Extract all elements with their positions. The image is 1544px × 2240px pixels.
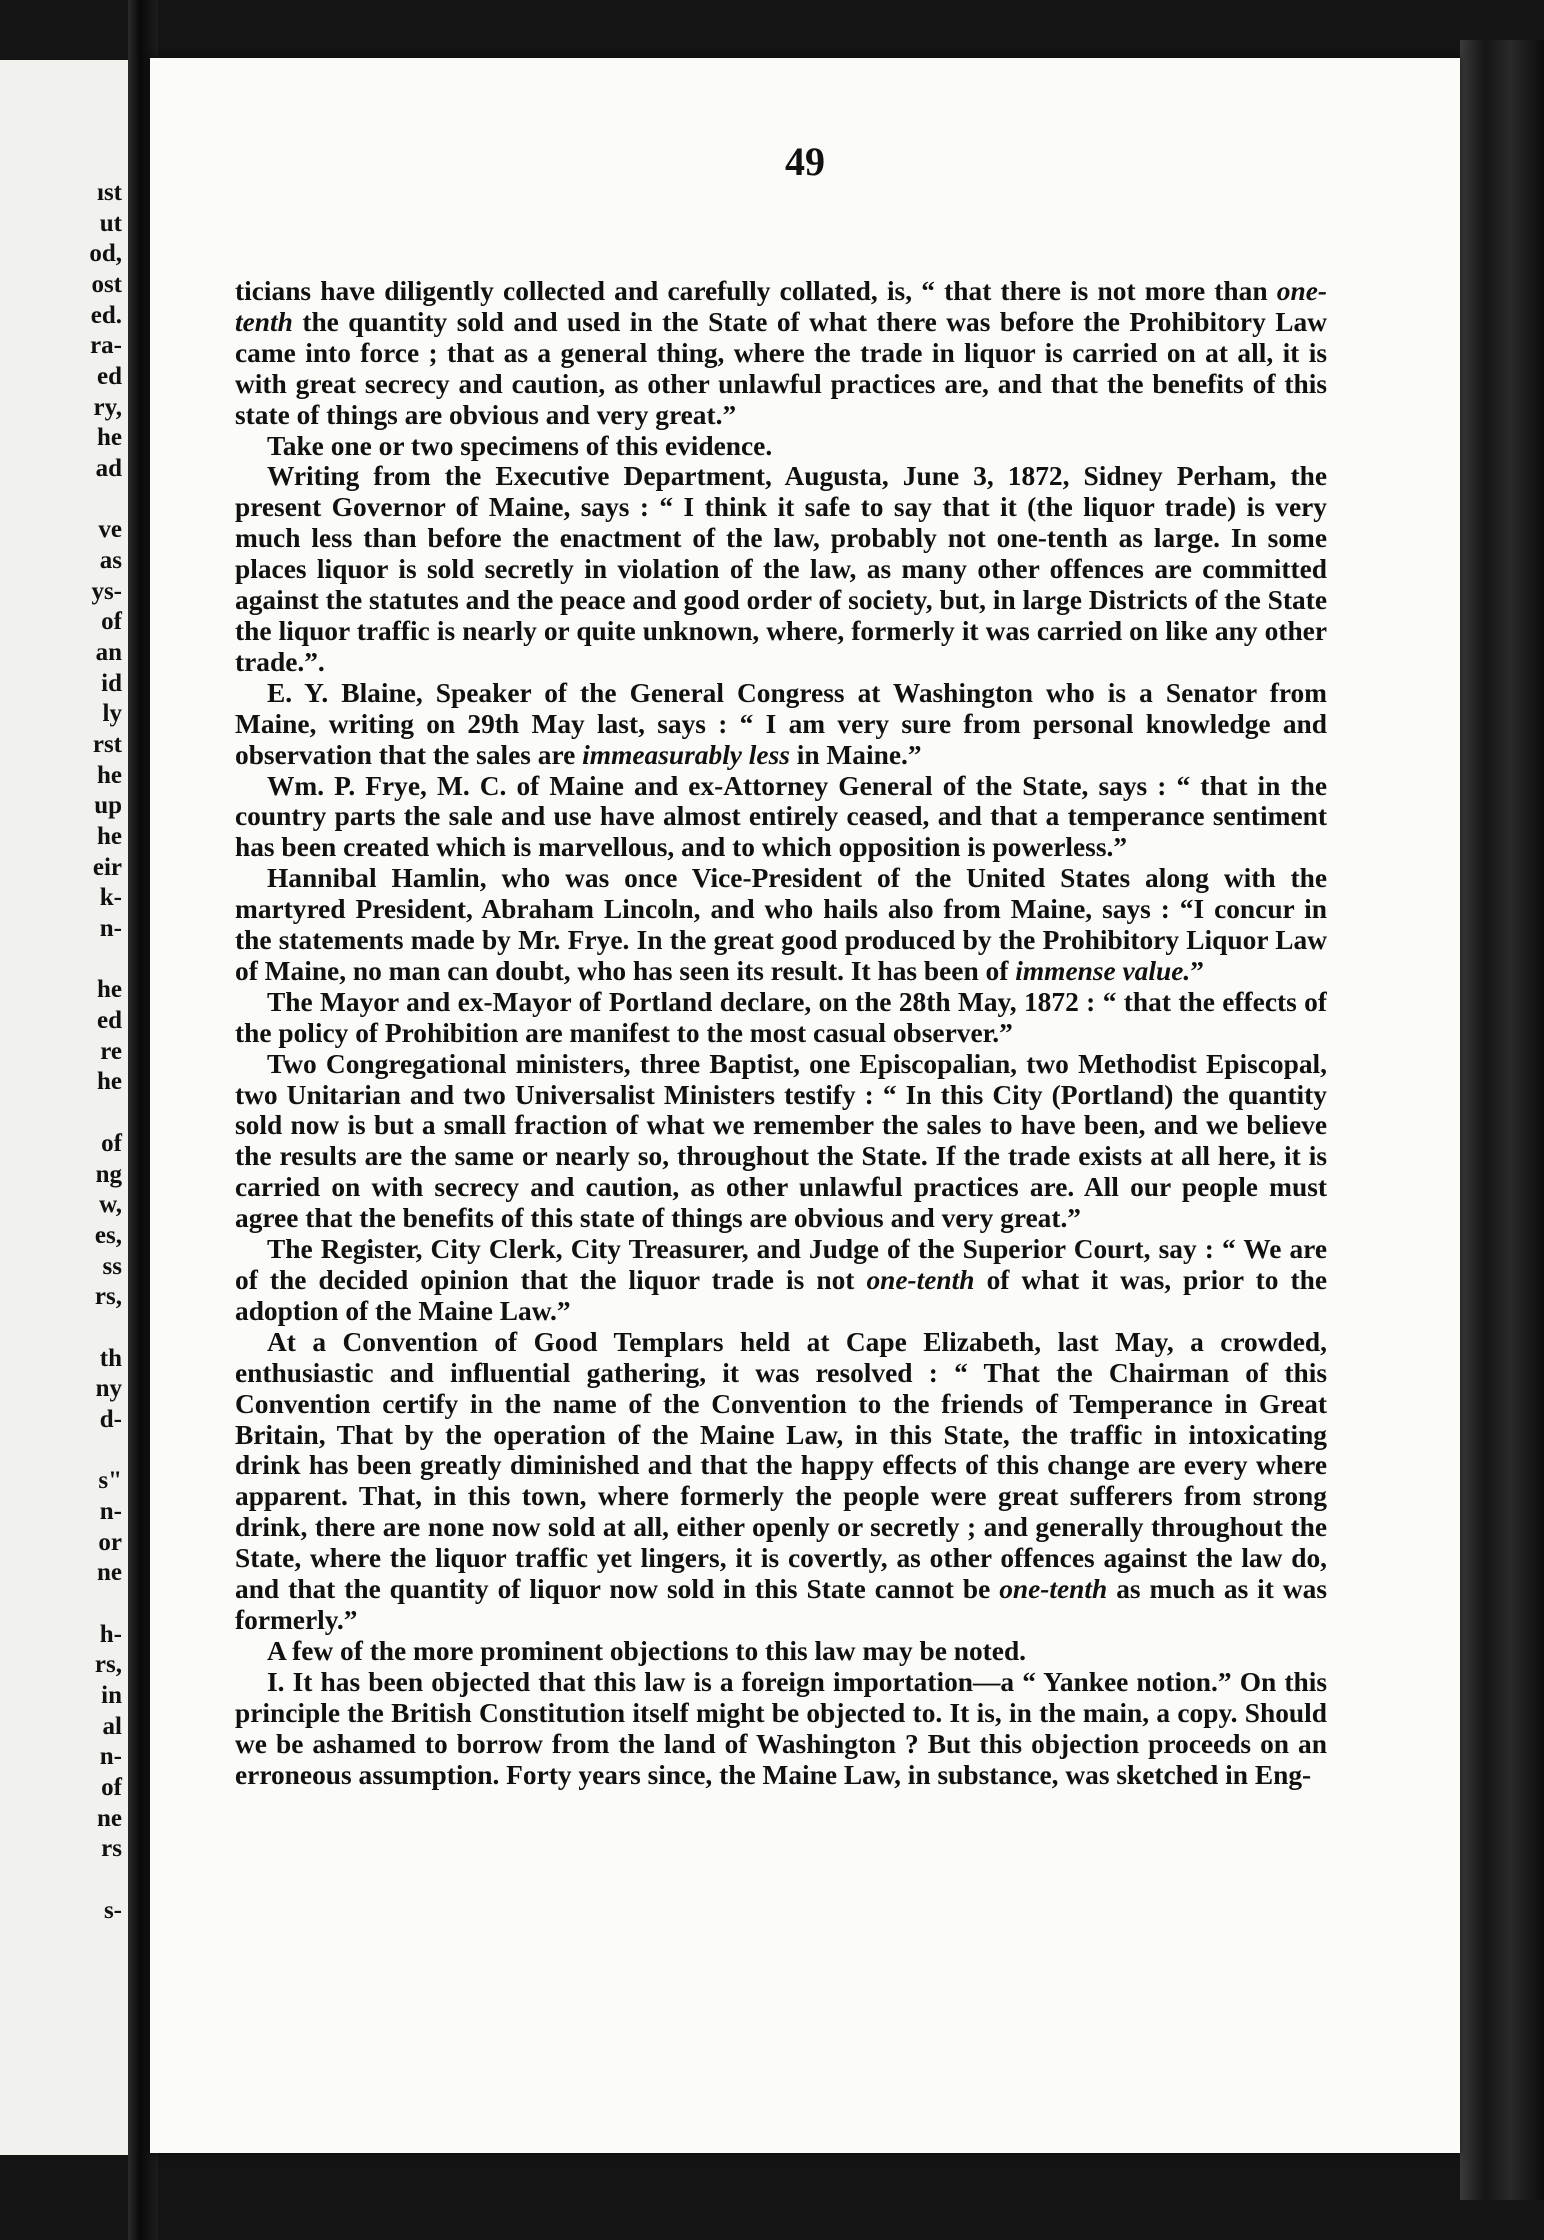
facing-page-fragment: ad xyxy=(95,455,122,483)
facing-page-fragment: up xyxy=(94,792,122,820)
text-run: Two Congregational ministers, three Baptist, one Episcopalian, two Methodist Episcopal, two Unitarian and two Universalist Ministers testify : “ In this City (Portland) the quantity sold now is but a small fraction of what we remember the sales to have been, and we believe the results are the same or nearly so, throughout the State. If the trade exists at all here, it is carried on with secrecy and caution, as other unlawful practices are. All our people must agree that the benefits of this state of things are obvious and very great.” xyxy=(235,1048,1327,1234)
facing-page-fragment: th xyxy=(99,1344,122,1372)
facing-page-fragment: id xyxy=(101,669,122,697)
facing-page-fragment: ng xyxy=(95,1160,122,1188)
facing-page-fragment: ed xyxy=(97,1007,122,1035)
facing-page-fragment: he xyxy=(97,424,122,452)
text-run: ticians have diligently collected and carefully collated, is, “ that there is not more than xyxy=(235,276,1277,306)
body-text xyxy=(235,276,1327,2106)
italic-emphasis: immense value. xyxy=(1015,955,1191,986)
facing-page-fragment: rs, xyxy=(94,1283,122,1311)
paragraph xyxy=(235,1667,1327,1791)
facing-page-fragment: s" xyxy=(98,1467,122,1495)
facing-page-fragment: ut xyxy=(99,209,122,237)
facing-page-fragment: he xyxy=(97,761,122,789)
facing-page-fragment: in xyxy=(101,1681,122,1709)
paragraph xyxy=(235,276,1327,431)
paragraph xyxy=(235,771,1327,864)
facing-page-fragment: he xyxy=(97,976,122,1004)
facing-page-fragment: n- xyxy=(99,915,122,943)
facing-page-fragment: rs, xyxy=(94,1651,122,1679)
facing-page-fragment: ra- xyxy=(90,332,122,360)
italic-emphasis: immeasurably less xyxy=(582,739,790,770)
paragraph xyxy=(235,1049,1327,1234)
italic-emphasis: one-tenth xyxy=(235,276,1327,337)
paragraph xyxy=(235,987,1327,1049)
facing-page-fragment: eir xyxy=(92,853,122,881)
facing-page-fragment: ss xyxy=(102,1252,122,1280)
facing-page-fragment: ne xyxy=(97,1559,122,1587)
page-number: 49 xyxy=(785,139,825,184)
book-page xyxy=(150,58,1460,2153)
text-run: A few of the more prominent objections to this law may be noted. xyxy=(267,1635,1027,1666)
text-run: Take one or two specimens of this evidence. xyxy=(267,430,773,461)
paragraph xyxy=(235,1234,1327,1327)
facing-page-fragment: ed xyxy=(97,363,122,391)
text-run: Wm. P. Frye, M. C. of Maine and ex-Attorney General of the State, says : “ that in the country parts the sale and use have almost entirely ceased, and that a temperance sentiment has been created which is marvellous, and to which opposition is powerless.” xyxy=(235,770,1327,863)
italic-emphasis: one-tenth xyxy=(999,1574,1108,1605)
text-run: I. It has been objected that this law is a foreign importation—a “ Yankee notion.” On this principle the British Constitution itself might be objected to. It is, in the main, a copy. Should we be ashamed to borrow from the land of Washington ? But this objection proceeds on an erroneous assumption. Forty years since, the Maine Law, in substance, was sketched in Eng- xyxy=(235,1666,1327,1790)
book-edge xyxy=(1460,40,1544,2200)
text-run: At a Convention of Good Templars held at Cape Elizabeth, last May, a crowded, enthusiastic and influential gathering, it was resolved : “ That the Chairman of this Convention certify in the name of the Convention to the friends of Temperance in Great Britain, That by the operation of the Maine Law, in this State, the traffic in intoxicating drink has been greatly diminished and that the happy effects of this change are every where apparent. That, in this town, where formerly the people were great sufferers from strong drink, there are none now sold at all, either openly or secretly ; and generally throughout the State, where the liquor traffic yet lingers, it is covertly, as other offences against the law do, and that the quantity of liquor now sold in this State cannot be xyxy=(235,1326,1327,1605)
facing-page-fragment: n- xyxy=(99,1743,122,1771)
facing-page-fragment: ne xyxy=(97,1804,122,1832)
facing-page-fragment: of xyxy=(101,608,122,636)
facing-page-fragment: ed. xyxy=(90,301,122,329)
facing-page-fragment: rs xyxy=(101,1835,122,1863)
paragraph xyxy=(235,1636,1327,1667)
facing-page-fragment: or xyxy=(98,1528,122,1556)
facing-page-fragment: n- xyxy=(99,1497,122,1525)
facing-page-fragment: ıst xyxy=(97,179,122,206)
facing-page-fragment: ost xyxy=(91,271,122,299)
paragraph xyxy=(235,431,1327,462)
paragraph xyxy=(235,1327,1327,1636)
facing-page-fragment: he xyxy=(97,823,122,851)
facing-page-fragment: an xyxy=(95,639,122,667)
text-run: of what it was, prior to the adoption of the Maine Law.” xyxy=(235,1265,1327,1326)
facing-page-fragment: ys- xyxy=(91,577,122,605)
facing-page-fragment: ve xyxy=(98,516,122,544)
facing-page-fragment: ny xyxy=(95,1375,122,1403)
text-run: as much as it was formerly.” xyxy=(235,1574,1327,1635)
text-run: Writing from the Executive Department, Augusta, June 3, 1872, Sidney Perham, the present Governor of Maine, says : “ I think it safe to say that it (the liquor trade) is very much less than before the enactment of the law, probably not one-tenth as large. In some places liquor is sold secretly in violation of the law, as many other offences are committed against the statutes and the peace and good order of society, but, in large Districts of the State the liquor traffic is nearly or quite unknown, where, formerly it was carried on like any other trade.”. xyxy=(235,461,1327,677)
text-run: The Register, City Clerk, City Treasurer, and Judge of the Superior Court, say : “ We are of the decided opinion that the liquor trade is not xyxy=(235,1234,1327,1295)
facing-page-fragment: of xyxy=(101,1773,122,1801)
text-run: in Maine.” xyxy=(789,739,922,770)
italic-emphasis: one-tenth xyxy=(866,1265,975,1295)
paragraph xyxy=(235,461,1327,677)
facing-page-fragment: h- xyxy=(99,1620,122,1648)
facing-page-fragment: d- xyxy=(99,1405,122,1433)
facing-page-fragment: he xyxy=(97,1068,122,1096)
facing-page-fragment: ry, xyxy=(93,393,122,421)
text-run: the quantity sold and used in the State of what there was before the Prohibitory Law came into force ; that as a general thing, where the trade in liquor is carried on at all, it is with great secrecy and caution, as other unlawful practices are, and that the benefits of this state of things are obvious and very great.” xyxy=(235,306,1327,430)
facing-page-fragment: of xyxy=(101,1129,122,1157)
facing-page-fragment: al xyxy=(102,1712,122,1740)
text-run: ” xyxy=(1190,955,1204,986)
text-run: The Mayor and ex-Mayor of Portland declare, on the 28th May, 1872 : “ that the effects of the policy of Prohibition are manifest to the most casual observer.” xyxy=(235,986,1327,1048)
facing-page-fragment: od, xyxy=(89,240,122,268)
facing-page-fragment: rst xyxy=(92,731,122,759)
facing-page-fragment: w, xyxy=(99,1191,122,1219)
text-run: Hannibal Hamlin, who was once Vice-President of the United States along with the martyred President, Abraham Lincoln, and who hails also from Maine, says : “I concur in the statements made by Mr. Frye. In the great good produced by the Prohibitory Liquor Law of Maine, no man can doubt, who has seen its result. It has been of xyxy=(235,863,1327,986)
facing-page-fragment: es, xyxy=(94,1221,122,1249)
facing-page xyxy=(0,60,140,2155)
paragraph xyxy=(235,863,1327,987)
paragraph xyxy=(235,678,1327,771)
facing-page-fragment: s- xyxy=(103,1896,122,1924)
facing-page-fragment: k- xyxy=(99,884,122,912)
facing-page-fragment: ly xyxy=(102,700,122,728)
facing-page-fragment: as xyxy=(99,547,122,575)
text-run: E. Y. Blaine, Speaker of the General Congress at Washington who is a Senator from Maine, writing on 29th May last, says : “ I am very sure from personal knowledge and observation that the sales are xyxy=(235,677,1327,770)
facing-page-fragment: re xyxy=(100,1037,122,1065)
